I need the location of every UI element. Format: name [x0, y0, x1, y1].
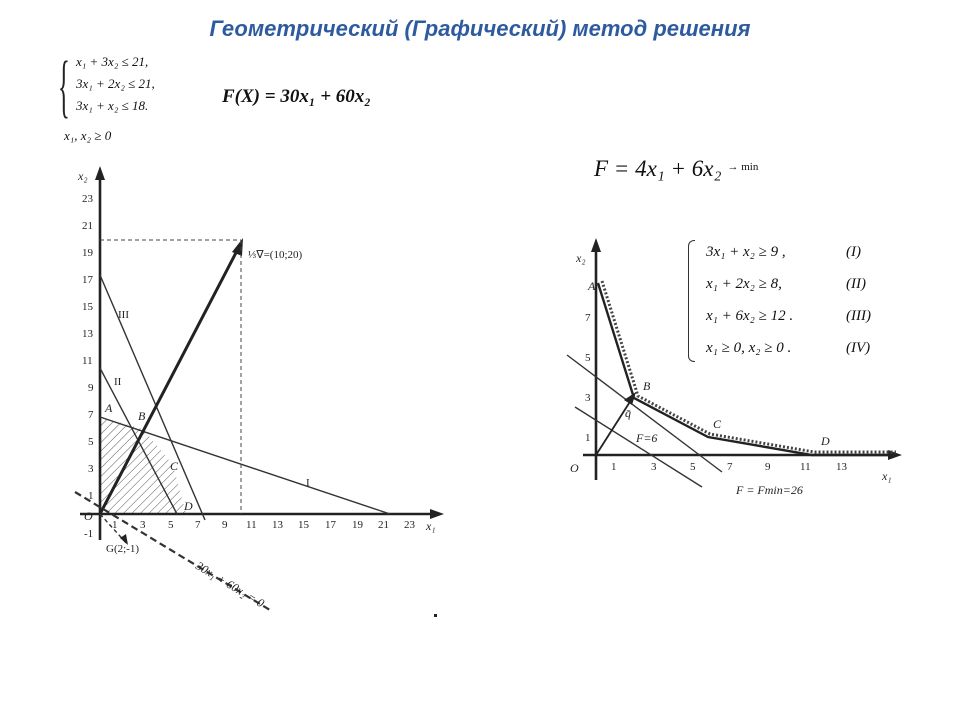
x-tick: 7 — [195, 519, 201, 531]
x-tick: 5 — [690, 461, 696, 473]
nonnegativity-line: x₁, x₂ ≥ 0 — [64, 128, 112, 143]
y-tick: 5 — [585, 352, 591, 364]
constraint-line: x₁ + 3x₂ ≤ 21, — [76, 54, 149, 69]
system-brace: { — [58, 48, 70, 125]
y-tick: 15 — [82, 301, 93, 313]
point-C-1: C — [170, 459, 179, 473]
g-point-label: G(2;-1) — [106, 543, 139, 555]
constraint-tag: (IV) — [846, 340, 871, 356]
x-tick: 21 — [378, 519, 389, 531]
x-tick: 1 — [611, 461, 617, 473]
x-axis-label-1: x₁ — [426, 519, 436, 533]
x-tick: 7 — [727, 461, 733, 473]
y-tick: 9 — [88, 382, 94, 394]
y-tick: 1 — [88, 490, 94, 502]
x-tick: 11 — [246, 519, 257, 531]
stray-dot — [434, 614, 437, 617]
constraint-tag: (I) — [846, 244, 861, 260]
constraint-tag: (III) — [846, 308, 871, 324]
boundary-hatch — [602, 281, 896, 452]
x-tick: 17 — [325, 519, 336, 531]
level-label-F6: F=6 — [636, 431, 658, 445]
point-A-2: A — [588, 279, 596, 293]
constraint-line: x₁ + 2x₂ ≥ 8, — [706, 276, 782, 292]
feasible-boundary — [598, 283, 896, 455]
point-B-1: B — [138, 409, 146, 423]
point-D-1: D — [184, 499, 193, 513]
y-tick: 3 — [88, 463, 94, 475]
constraint-line: 3x₁ + x₂ ≤ 18. — [76, 98, 149, 113]
constraint-line: 3x₁ + 2x₂ ≤ 21, — [76, 76, 155, 91]
point-C-2: C — [713, 417, 722, 431]
y-tick: -1 — [84, 528, 94, 540]
goal-text: → min — [727, 161, 759, 173]
point-D-2: D — [821, 434, 830, 448]
origin-label-2: O — [570, 461, 579, 475]
constraint-line: x₁ ≥ 0, x₂ ≥ 0 . — [706, 340, 792, 356]
page-title: Геометрический (Графический) метод решения — [209, 16, 751, 41]
level-label-Fmin: F = Fmin=26 — [736, 483, 803, 497]
y-tick: 7 — [88, 409, 94, 421]
objective-function-1: F(X) = 30x₁ + 60x₂ — [222, 86, 371, 107]
line-label-I: I — [306, 477, 310, 489]
level-line-F6 — [575, 407, 702, 487]
constraint-tag: (II) — [846, 276, 866, 292]
y-tick: 13 — [82, 328, 93, 340]
y-tick: 3 — [585, 392, 591, 404]
y-tick: 11 — [82, 355, 93, 367]
line-label-II: II — [114, 376, 122, 388]
y-tick: 7 — [585, 312, 591, 324]
point-A-1: A — [105, 401, 113, 415]
gradient-label: ⅓∇=(10;20) — [248, 249, 303, 261]
y-tick: 21 — [82, 220, 93, 232]
y-tick: 1 — [585, 432, 591, 444]
y-tick: 19 — [82, 247, 93, 259]
x-axis-label-2: x₁ — [882, 469, 892, 483]
x-tick: 23 — [404, 519, 415, 531]
line-label-III: III — [118, 309, 129, 321]
x-tick: 1 — [112, 519, 118, 531]
x-tick: 19 — [352, 519, 363, 531]
x-tick: 11 — [800, 461, 811, 473]
x-tick: 13 — [836, 461, 847, 473]
origin-label-1: O — [84, 509, 93, 523]
objective-text: F = 4x₁ + 6x₂ — [594, 156, 722, 181]
y-tick: 17 — [82, 274, 93, 286]
vector-q-label: q̄ — [625, 406, 631, 420]
x-tick: 9 — [765, 461, 771, 473]
level-line-label: 30x₁ + 60x₂ = 0 — [193, 558, 267, 611]
constraint-line: 3x₁ + x₂ ≥ 9 , — [706, 244, 786, 260]
x-tick: 9 — [222, 519, 228, 531]
x-tick: 15 — [298, 519, 309, 531]
constraint-line: x₁ + 6x₂ ≥ 12 . — [706, 308, 794, 324]
x-tick: 13 — [272, 519, 283, 531]
x-tick: 5 — [168, 519, 174, 531]
y-tick: 23 — [82, 193, 93, 205]
y-axis-label-1: x₂ — [78, 169, 88, 183]
point-B-2: B — [643, 379, 651, 393]
y-axis-label-2: x₂ — [576, 251, 586, 265]
y-tick: 5 — [88, 436, 94, 448]
x-tick: 3 — [651, 461, 657, 473]
x-tick: 3 — [140, 519, 146, 531]
y-axis-arrow — [591, 238, 601, 252]
